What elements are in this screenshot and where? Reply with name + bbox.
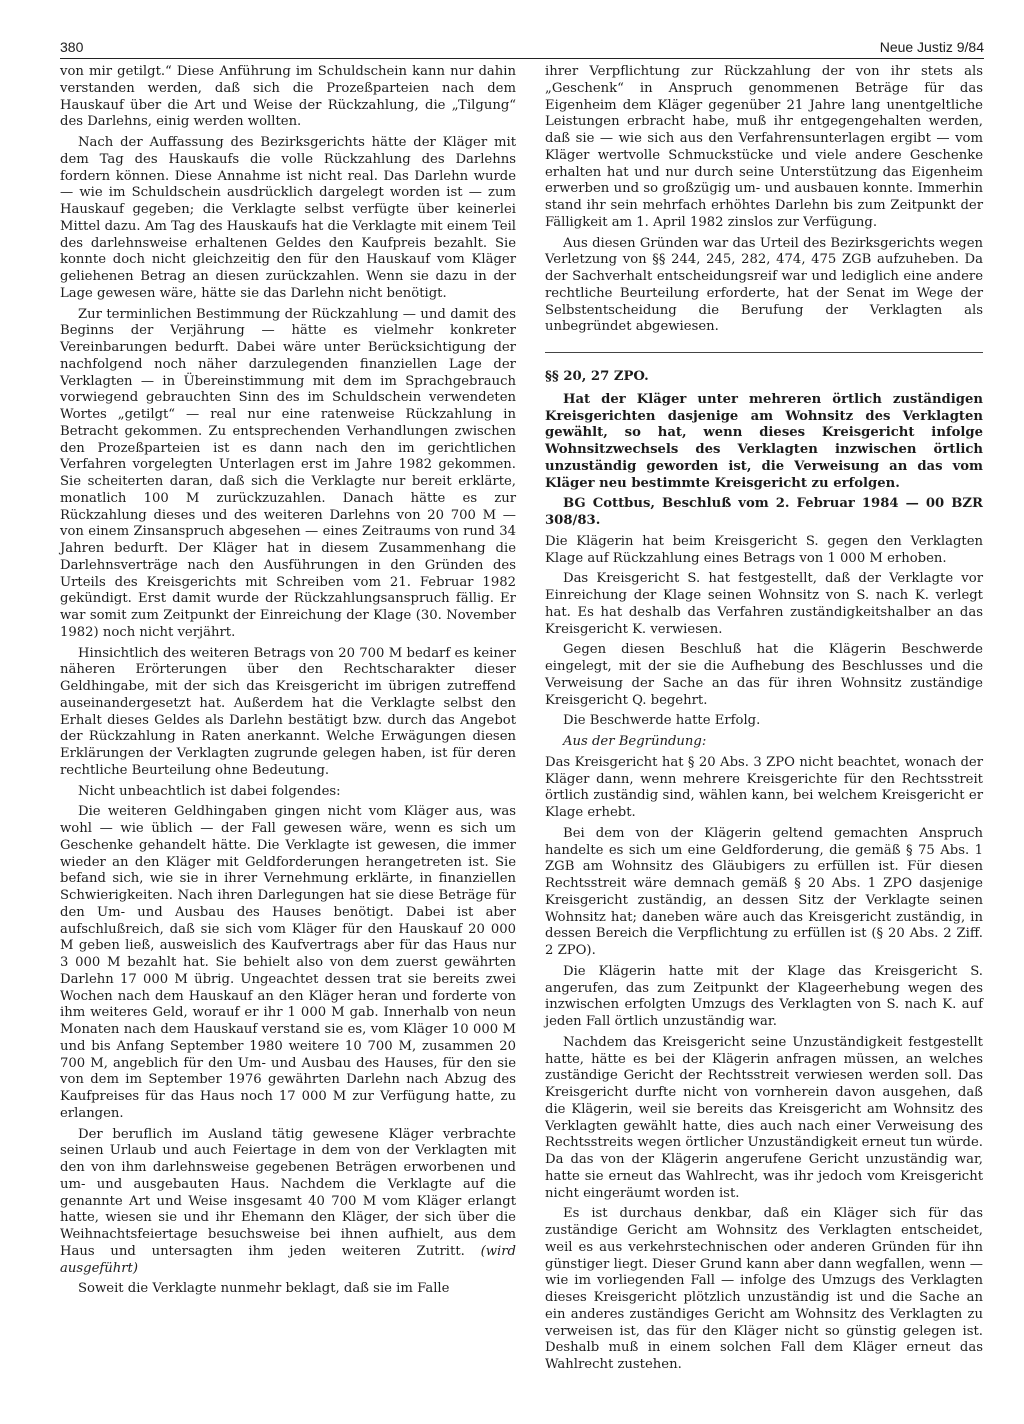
paragraph: ihrer Verpflichtung zur Rückzahlung der von ihr stets als „Geschenk“ in Anspruch genommenen Beträge für das Eigenheim dem Kläger gegenüber 21 Jahre lang unentgeltliche Leistungen erbracht habe, muß ihr entgegengehalten werden, daß sie — wie sich aus den Verfahrensunterlagen ergibt — vom Kläger wertvolle Schmuckstücke und viele andere Geschenke erhalten hat und nur durch seine Unterstützung das Eigenheim erwerben und so großzügig um- und ausbauen konnte. Immerhin stand ihr sein mehrfach erhöhtes Darlehn bis zum Zeitpunkt der Fälligkeit am 1. April 1982 zinslos zur Verfügung.	[545, 64, 983, 230]
paragraph: Es ist durchaus denkbar, daß ein Kläger sich für das zuständige Gericht am Wohnsitz des Verklagten entscheidet, weil es aus verkehrstechnischen oder anderen Gründen für ihn günstiger liegt. Dieser Grund kann aber dann wegfallen, wenn — wie im vorliegenden Fall — infolge des Umzugs des Verklagten dieses Kreisgericht plötzlich unzuständig ist und die Sache an ein anderes zuständiges Gericht am Wohnsitz des Verklagten zu verweisen ist, das für den Kläger nicht so günstig gelegen ist. Deshalb muß in einem solchen Fall dem Kläger erneut das Wahlrecht zustehen.	[545, 1206, 983, 1372]
paragraph: Nach der Auffassung des Bezirksgerichts hätte der Kläger mit dem Tag des Hauskaufs die volle Rückzahlung des Darlehns fordern können. Diese Annahme ist nicht real. Das Darlehn wurde — wie im Schuldschein ausdrücklich dargelegt worden ist — zum Hauskauf gegeben; die Verklagte selbst verfügte über keinerlei Mittel dazu. Am Tag des Hauskaufs hat die Verklagte mit einem Teil des darlehnsweise erhaltenen Geldes den Kaufpreis bezahlt. Sie konnte doch nicht gleichzeitig den für den Hauskauf vom Kläger geliehenen Betrag an diesen zurückzahlen. Wenn sie dazu in der Lage gewesen wäre, hätte sie das Darlehn nicht benötigt.	[60, 135, 516, 301]
paragraph: Aus diesen Gründen war das Urteil des Bezirksgerichts wegen Verletzung von §§ 244, 245, 282, 474, 475 ZGB aufzuheben. Da der Sachverhalt entscheidungsreif war und lediglich eine andere rechtliche Beurteilung erforderte, hat der Senat im Wege der Selbstentscheidung die Berufung der Verklagten als unbegründet abgewiesen.	[545, 235, 983, 335]
paragraph: Gegen diesen Beschluß hat die Klägerin Beschwerde eingelegt, mit der sie die Aufhebung des Beschlusses und die Verweisung der Sache an das für ihren Wohnsitz zuständige Kreisgericht Q. begehrt.	[545, 642, 983, 708]
section-divider	[545, 352, 983, 353]
editorial-note: (wird ausgeführt)	[60, 1243, 516, 1276]
paragraph	[60, 1127, 516, 1278]
paragraph: Nicht unbeachtlich ist dabei folgendes:	[78, 783, 341, 799]
journal-issue: Neue Justiz 9/84	[879, 39, 984, 55]
paragraph: Die Klägerin hatte mit der Klage das Kreisgericht S. angerufen, das zum Zeitpunkt der Klageerhebung wegen des inzwischen erfolgten Umzugs des Verklagten von S. nach K. auf jeden Fall örtlich unzuständig war.	[545, 963, 983, 1029]
paragraph: von mir getilgt.“ Diese Anführung im Schuldschein kann nur dahin verstanden werden, daß sich die Prozeßparteien nach dem Hauskauf über die Art und Weise der Rückzahlung, die „Tilgung“ des Darlehns, einig werden wollten.	[60, 64, 516, 130]
page-header	[60, 31, 984, 59]
paragraph: Das Kreisgericht hat § 20 Abs. 3 ZPO nicht beachtet, wonach der Kläger dann, wenn mehrere Kreisgerichte für den Rechtsstreit örtlich zuständig sind, wählen kann, bei welchem Kreisgericht er Klage erhebt.	[545, 754, 983, 820]
page-number: 380	[60, 39, 84, 55]
paragraph: Zur terminlichen Bestimmung der Rückzahlung — und damit des Beginns der Verjährung — hätte es vielmehr konkreter Vereinbarungen bedurft. Dabei wäre unter Berücksichtigung der nachfolgend noch näher darzulegenden finanziellen Lage der Verklagten — in Übereinstimmung mit dem im Sprachgebrauch vorwiegend gebrauchten Sinn des im Schuldschein verwendeten Wortes „getilgt“ — real nur eine ratenweise Rückzahlung in Betracht gekommen. Zu entsprechenden Verhandlungen zwischen den Prozeßparteien ist es dann nach den im gerichtlichen Verfahren vorgelegten Unterlagen erst im Jahre 1982 gekommen. Sie scheiterten daran, daß sich die Verklagte nur bereit erklärte, monatlich 100 M zurückzuzahlen. Danach hätte es zur Rückzahlung dieses und des weiteren Darlehns von 20 700 M — von einem Zinsanspruch abgesehen — eines Zeitraums von rund 34 Jahren bedurft. Der Kläger hat in diesem Zusammenhang die Darlehnsverträge nach den Ausführungen in den Gründen des Urteils des Kreisgerichts mit Schreiben vom 21. Februar 1982 gekündigt. Erst damit wurde der Rückzahlungsanspruch fällig. Er war somit zum Zeitpunkt der Einreichung der Klage (30. November 1982) noch nicht verjährt.	[60, 306, 516, 640]
paragraph: Soweit die Verklagte nunmehr beklagt, daß sie im Falle	[78, 1281, 450, 1297]
right-column	[545, 64, 983, 1378]
law-heading: §§ 20, 27 ZPO.	[545, 369, 649, 384]
paragraph: Die Beschwerde hatte Erfolg.	[563, 713, 761, 729]
paragraph: Das Kreisgericht S. hat festgestellt, daß der Verklagte vor Einreichung der Klage seinen Wohnsitz von S. nach K. verlegt hat. Es hat deshalb das Verfahren zuständigkeitshalber an das Kreisgericht K. verwiesen.	[545, 571, 983, 637]
paragraph: Nachdem das Kreisgericht seine Unzuständigkeit festgestellt hatte, hätte es bei der Klägerin anfragen müssen, an welches zuständige Gericht der Rechtsstreit verwiesen werden soll. Das Kreisgericht durfte nicht von vornherein davon ausgehen, daß die Klägerin, weil sie bereits das Kreisgericht am Wohnsitz des Verklagten gewählt hatte, dies auch nach einer Verweisung des Rechtsstreits wegen örtlicher Unzuständigkeit erneut tun würde. Da das von der Klägerin angerufene Gericht unzuständig war, hatte sie erneut das Wahlrecht, was ihr jedoch vom Kreisgericht nicht eingeräumt worden ist.	[545, 1034, 983, 1201]
paragraph: Hinsichtlich des weiteren Betrags von 20 700 M bedarf es keiner näheren Erörterungen über den Rechtscharakter dieser Geldhingabe, mit der sich das Kreisgericht im übrigen zutreffend auseinandergesetzt hat. Außerdem hat die Verklagte selbst den Erhalt dieses Geldes als Darlehn bestätigt bzw. durch das Angebot der Rückzahlung in Raten anerkannt. Welche Erwägungen diesen Erklärungen der Verklagten zugrunde gelegen haben, ist für deren rechtliche Beurteilung ohne Bedeutung.	[60, 645, 516, 778]
paragraph: Die Klägerin hat beim Kreisgericht S. gegen den Verklagten Klage auf Rückzahlung eines Betrags von 1 000 M erhoben.	[545, 533, 983, 566]
reasons-heading: Aus der Begründung:	[563, 734, 707, 749]
court-reference: BG Cottbus, Beschluß vom 2. Februar 1984 — 00 BZR 308/83.	[545, 496, 983, 528]
headnote: Hat der Kläger unter mehreren örtlich zuständigen Kreisgerichten dasjenige am Wohnsitz des Verklagten gewählt, so hat, wenn dieses Kreisgericht infolge Wohnsitzwechsels des Verklagten inzwischen örtlich unzuständig geworden ist, die Verweisung an das vom Kläger neu bestimmte Kreisgericht zu erfolgen.	[545, 391, 983, 491]
paragraph: Bei dem von der Klägerin geltend gemachten Anspruch handelte es sich um eine Geldforderung, die gemäß § 75 Abs. 1 ZGB am Wohnsitz des Gläubigers zu erfüllen ist. Für diesen Rechtsstreit wäre demnach gemäß § 20 Abs. 1 ZPO dasjenige Kreisgericht zuständig, an dessen Sitz der Verklagte seinen Wohnsitz hat; daneben wäre auch das Kreisgericht zuständig, in dessen Bereich die Verpflichtung zu erfüllen ist (§ 20 Abs. 2 Ziff. 2 ZPO).	[545, 825, 983, 958]
paragraph: Die weiteren Geldhingaben gingen nicht vom Kläger aus, was wohl — wie üblich — der Fall gewesen wäre, wenn es sich um Geschenke gehandelt hätte. Die Verklagte ist gewesen, die immer wieder an den Kläger mit Geldforderungen herangetreten ist. Sie befand sich, wie sie in ihrer Vernehmung erklärte, in finanziellen Schwierigkeiten. Nach ihren Darlegungen hat sie diese Beträge für den Um- und Ausbau des Hauses benötigt. Dabei ist aber aufschlußreich, daß sie sich vom Kläger für den Hauskauf 20 000 M geben ließ, ausweislich des Kaufvertrags aber für das Haus nur 3 000 M bezahlt hat. Sie behielt also von dem zuerst gewährten Darlehn 17 000 M übrig. Ungeachtet dessen trat sie bereits zwei Wochen nach dem Hauskauf an den Kläger heran und forderte von ihm weiteres Geld, worauf er ihr 1 000 M gab. Innerhalb von neun Monaten nach dem Hauskauf verstand sie es, vom Kläger 10 000 M und bis Anfang September 1980 weitere 10 700 M, zusammen 20 700 M, angeblich für den Um- und Ausbau des Hauses, für den sie von dem im September 1976 gewährten Darlehn nach Abzug des Kaufpreises für das Haus noch 17 000 M zur Verfügung hatte, zu erlangen.	[60, 804, 516, 1121]
paragraph-text: Der beruflich im Ausland tätig gewesene Kläger verbrachte seinen Urlaub und auch Feiertage in dem von der Verklagten mit den von ihm darlehnsweise gegebenen Beträgen erworbenen und um- und ausgebauten Haus. Nachdem die Verklagte auf die genannte Art und Weise insgesamt 40 700 M vom Kläger erlangt hatte, wiesen sie und ihr Ehemann den Kläger, der sich über die Weihnachtsfeiertage besuchsweise bei ihnen aufhielt, aus dem Haus und untersagten ihm jeden weiteren Zutritt.	[60, 1126, 516, 1259]
left-column	[60, 64, 516, 1302]
